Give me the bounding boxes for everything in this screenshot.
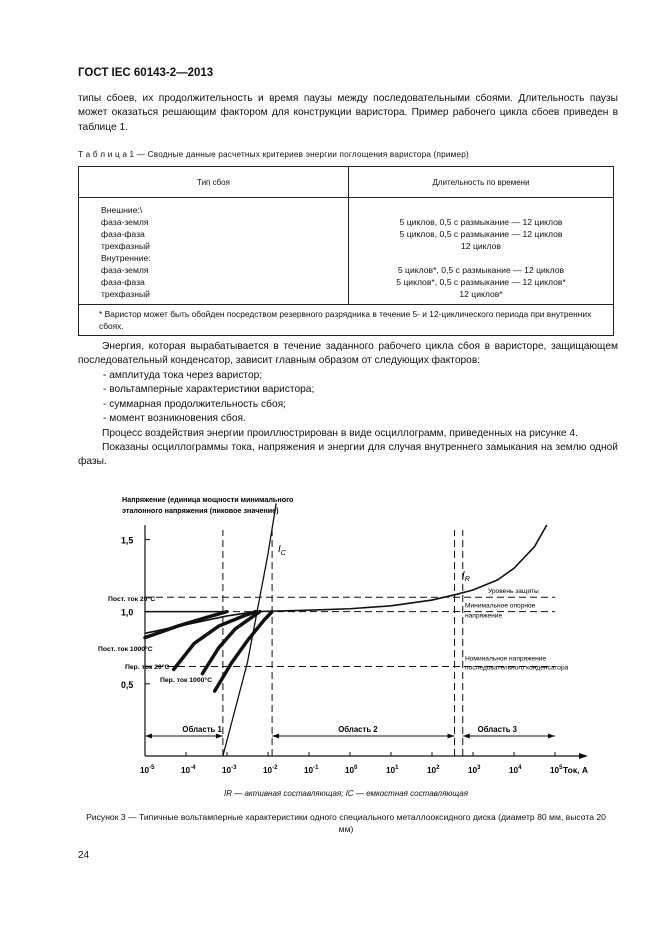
x-tick-label: $10^{-1}$ bbox=[304, 765, 319, 775]
x-axis-arrow bbox=[579, 753, 588, 759]
region-label: Область 3 bbox=[477, 725, 518, 734]
y-axis-label-line2: эталонного напряжения (пиковое значение) bbox=[122, 506, 279, 515]
region-label: Область 2 bbox=[338, 725, 378, 734]
duration-item: 5 циклов*, 0,5 с размыкание — 12 циклов* bbox=[396, 277, 566, 287]
fault-type-item: Внутренние: bbox=[101, 253, 151, 263]
duration-item: 5 циклов, 0,5 с размыкание — 12 циклов bbox=[399, 217, 563, 227]
energy-paragraph: Энергия, которая вырабатывается в течение заданного рабочего цикла сбоя в варисторе, защищающем последовательный конденсатор, зависит главным образом от следующих факторов: bbox=[78, 341, 618, 367]
x-tick-label: $10^1$ bbox=[386, 765, 399, 775]
current-label: $I_C$ bbox=[278, 544, 286, 557]
table-footnote: * Варистор может быть обойден посредством резервного разрядника в течение 5- и 12-циклического периода при внутренних сбоях. bbox=[79, 305, 614, 336]
arrowhead bbox=[548, 734, 555, 739]
factor-item: - момент возникновения сбоя. bbox=[103, 413, 246, 425]
intro-paragraph: типы сбоев, их продолжительность и время паузы между последовательными сбоями. Длительность паузы может оказаться решающим фактором для конструкции варистора. Пример рабочего цикла сбоев приведен в таблице 1. bbox=[78, 93, 618, 133]
x-tick-label: $10^{-5}$ bbox=[140, 765, 155, 775]
current-label: $I_R$ bbox=[462, 570, 470, 583]
figure-caption: Рисунок 3 — Типичные вольтамперные характеристики одного специального металлооксидного диска (диаметр 80 мм, высота 20 мм) bbox=[86, 812, 606, 834]
x-tick-label: $10^0$ bbox=[345, 765, 358, 775]
ic-curve bbox=[223, 503, 276, 756]
fault-type-item: фаза-земля bbox=[101, 265, 149, 275]
duration-item: 5 циклов*, 0,5 с размыкание — 12 циклов bbox=[397, 265, 565, 275]
arrowhead bbox=[463, 734, 470, 739]
hline-label: Минимальное опорное bbox=[465, 602, 536, 610]
component-legend: IR — активная составляющая; IC — емкостная составляющая bbox=[224, 789, 468, 798]
y-tick-label: 0,5 bbox=[121, 679, 134, 690]
y-axis-label-line1: Напряжение (единица мощности минимального bbox=[122, 495, 294, 504]
factor-item: - суммарная продолжительность сбоя; bbox=[103, 398, 286, 410]
duration-item: 12 циклов* bbox=[459, 289, 503, 299]
region-label: Область 1 bbox=[182, 725, 222, 734]
arrowhead bbox=[272, 734, 279, 739]
duration-item: 5 циклов, 0,5 с размыкание — 12 циклов bbox=[399, 229, 563, 239]
factor-item: - амплитуда тока через варистор; bbox=[103, 370, 263, 381]
document-header: ГОСТ IEC 60143-2—2013 bbox=[78, 67, 214, 79]
fault-type-item: фаза-земля bbox=[101, 217, 149, 227]
fault-type-item: Внешние:\ bbox=[101, 205, 143, 215]
table-caption: Т а б л и ц а 1 — Сводные данные расчетных критериев энергии поглощения варистора (пример) bbox=[78, 150, 469, 159]
hline-label: Номинальное напряжение bbox=[465, 655, 547, 663]
curve-label: Пер. ток 1000°C bbox=[160, 677, 213, 684]
arrowhead bbox=[145, 734, 152, 739]
x-tick-label: $10^2$ bbox=[427, 765, 440, 775]
hline-label: Уровень защиты bbox=[488, 588, 539, 596]
x-tick-label: $10^4$ bbox=[509, 765, 522, 775]
characteristic-curve bbox=[145, 612, 227, 638]
curve-label: Пост. ток 20°C bbox=[108, 596, 156, 603]
characteristic-curve bbox=[174, 612, 256, 670]
page-number: 24 bbox=[78, 850, 90, 861]
fault-type-item: трехфазный bbox=[101, 241, 150, 251]
x-axis-label: Ток, А bbox=[563, 765, 588, 775]
col-header-duration: Длительность по времени bbox=[349, 167, 614, 198]
x-tick-label: $10^3$ bbox=[468, 765, 481, 775]
fault-type-item: фаза-фаза bbox=[101, 229, 145, 239]
curve-label: Пер. ток 20°C bbox=[125, 664, 170, 671]
x-tick-label: $10^{-4}$ bbox=[181, 765, 196, 775]
x-tick-label: $10^{-2}$ bbox=[263, 765, 278, 775]
fault-type-item: фаза-фаза bbox=[101, 277, 145, 287]
oscillogram-paragraph: Показаны осциллограммы тока, напряжения и энергии для случая внутреннего замыкания на землю одной фазы. bbox=[78, 442, 618, 468]
arrowhead bbox=[216, 734, 223, 739]
factor-item: - вольтамперные характеристики варистора; bbox=[103, 384, 315, 396]
x-tick-label: $10^{-3}$ bbox=[222, 765, 237, 775]
chart-marks bbox=[98, 503, 569, 756]
x-tick-label: $10^5$ bbox=[550, 765, 563, 775]
col-header-type: Тип сбоя bbox=[79, 167, 349, 198]
y-tick-label: 1,5 bbox=[121, 535, 134, 546]
duration-item: 12 циклов bbox=[461, 241, 501, 251]
curve-label: Пост. ток 1000°C bbox=[98, 646, 153, 653]
process-paragraph: Процесс воздействия энергии проиллюстрирован в виде осциллограмм, приведенных на рисунке 4. bbox=[102, 428, 578, 439]
y-tick-label: 1,0 bbox=[121, 607, 134, 618]
fault-type-item: трехфазный bbox=[101, 289, 150, 299]
hline-label: последовательного конденсатора bbox=[465, 664, 569, 672]
arrowhead bbox=[448, 734, 455, 739]
hline-label: напряжение bbox=[465, 612, 503, 620]
